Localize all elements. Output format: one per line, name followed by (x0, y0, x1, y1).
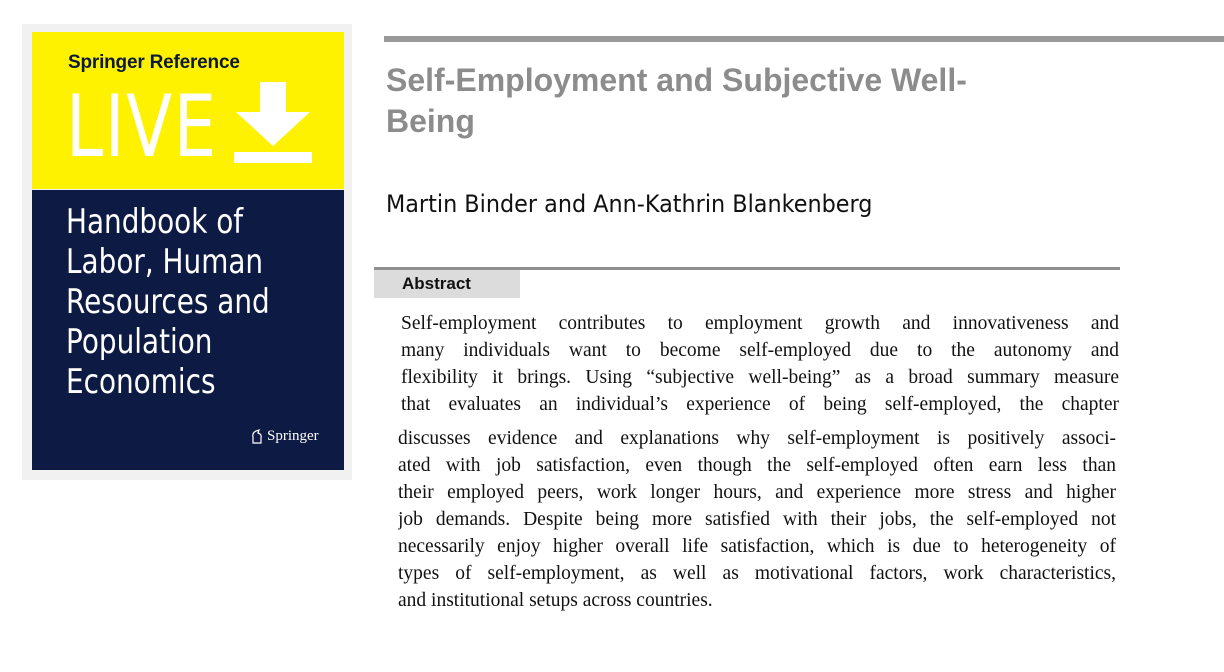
book-title (66, 202, 287, 402)
book-title-line: Population (66, 322, 213, 362)
abstract-line: their employed peers, work longer hours, and experience more stress and higher (398, 482, 1116, 503)
live-label: LIVE (66, 77, 218, 177)
book-title-line: Economics (66, 362, 216, 402)
book-cover (32, 32, 344, 470)
cover-title-panel (32, 190, 344, 470)
abstract-line: ated with job satisfaction, even though the self-employed often earn less than (398, 455, 1116, 476)
book-title-line: Handbook of (66, 202, 244, 242)
header-rule (384, 36, 1224, 42)
springer-horse-icon (250, 429, 264, 444)
abstract-line: and institutional setups across countries. (398, 590, 713, 611)
abstract-line: many individuals want to become self-employed due to the autonomy and (401, 340, 1119, 361)
abstract-line: flexibility it brings. Using “subjective well-being” as a broad summary measure (401, 367, 1119, 388)
download-icon (230, 82, 316, 164)
book-title-line: Labor, Human (66, 242, 264, 282)
publisher-name: Springer (267, 428, 319, 444)
series-label: Springer Reference (68, 52, 240, 73)
abstract-heading: Abstract (374, 270, 520, 298)
abstract-line: job demands. Despite being more satisfied with their jobs, the self-employed not (398, 509, 1116, 530)
book-title-line: Resources and (66, 282, 270, 322)
abstract-line: types of self-employment, as well as motivational factors, work characteristics, (398, 563, 1116, 584)
abstract-line: Self-employment contributes to employment growth and innovativeness and (401, 313, 1119, 334)
cover-banner (32, 32, 344, 189)
publisher-logo (250, 428, 319, 445)
abstract-line: necessarily enjoy higher overall life satisfaction, which is due to heterogeneity of (398, 536, 1116, 557)
chapter-title: Self-Employment and Subjective Well-Being (386, 62, 967, 139)
abstract-line: that evaluates an individual’s experience of being self-employed, the chapter (401, 394, 1119, 415)
abstract-line: discusses evidence and explanations why self-employment is positively associ- (398, 428, 1116, 449)
chapter-authors: Martin Binder and Ann-Kathrin Blankenberg (386, 190, 873, 218)
